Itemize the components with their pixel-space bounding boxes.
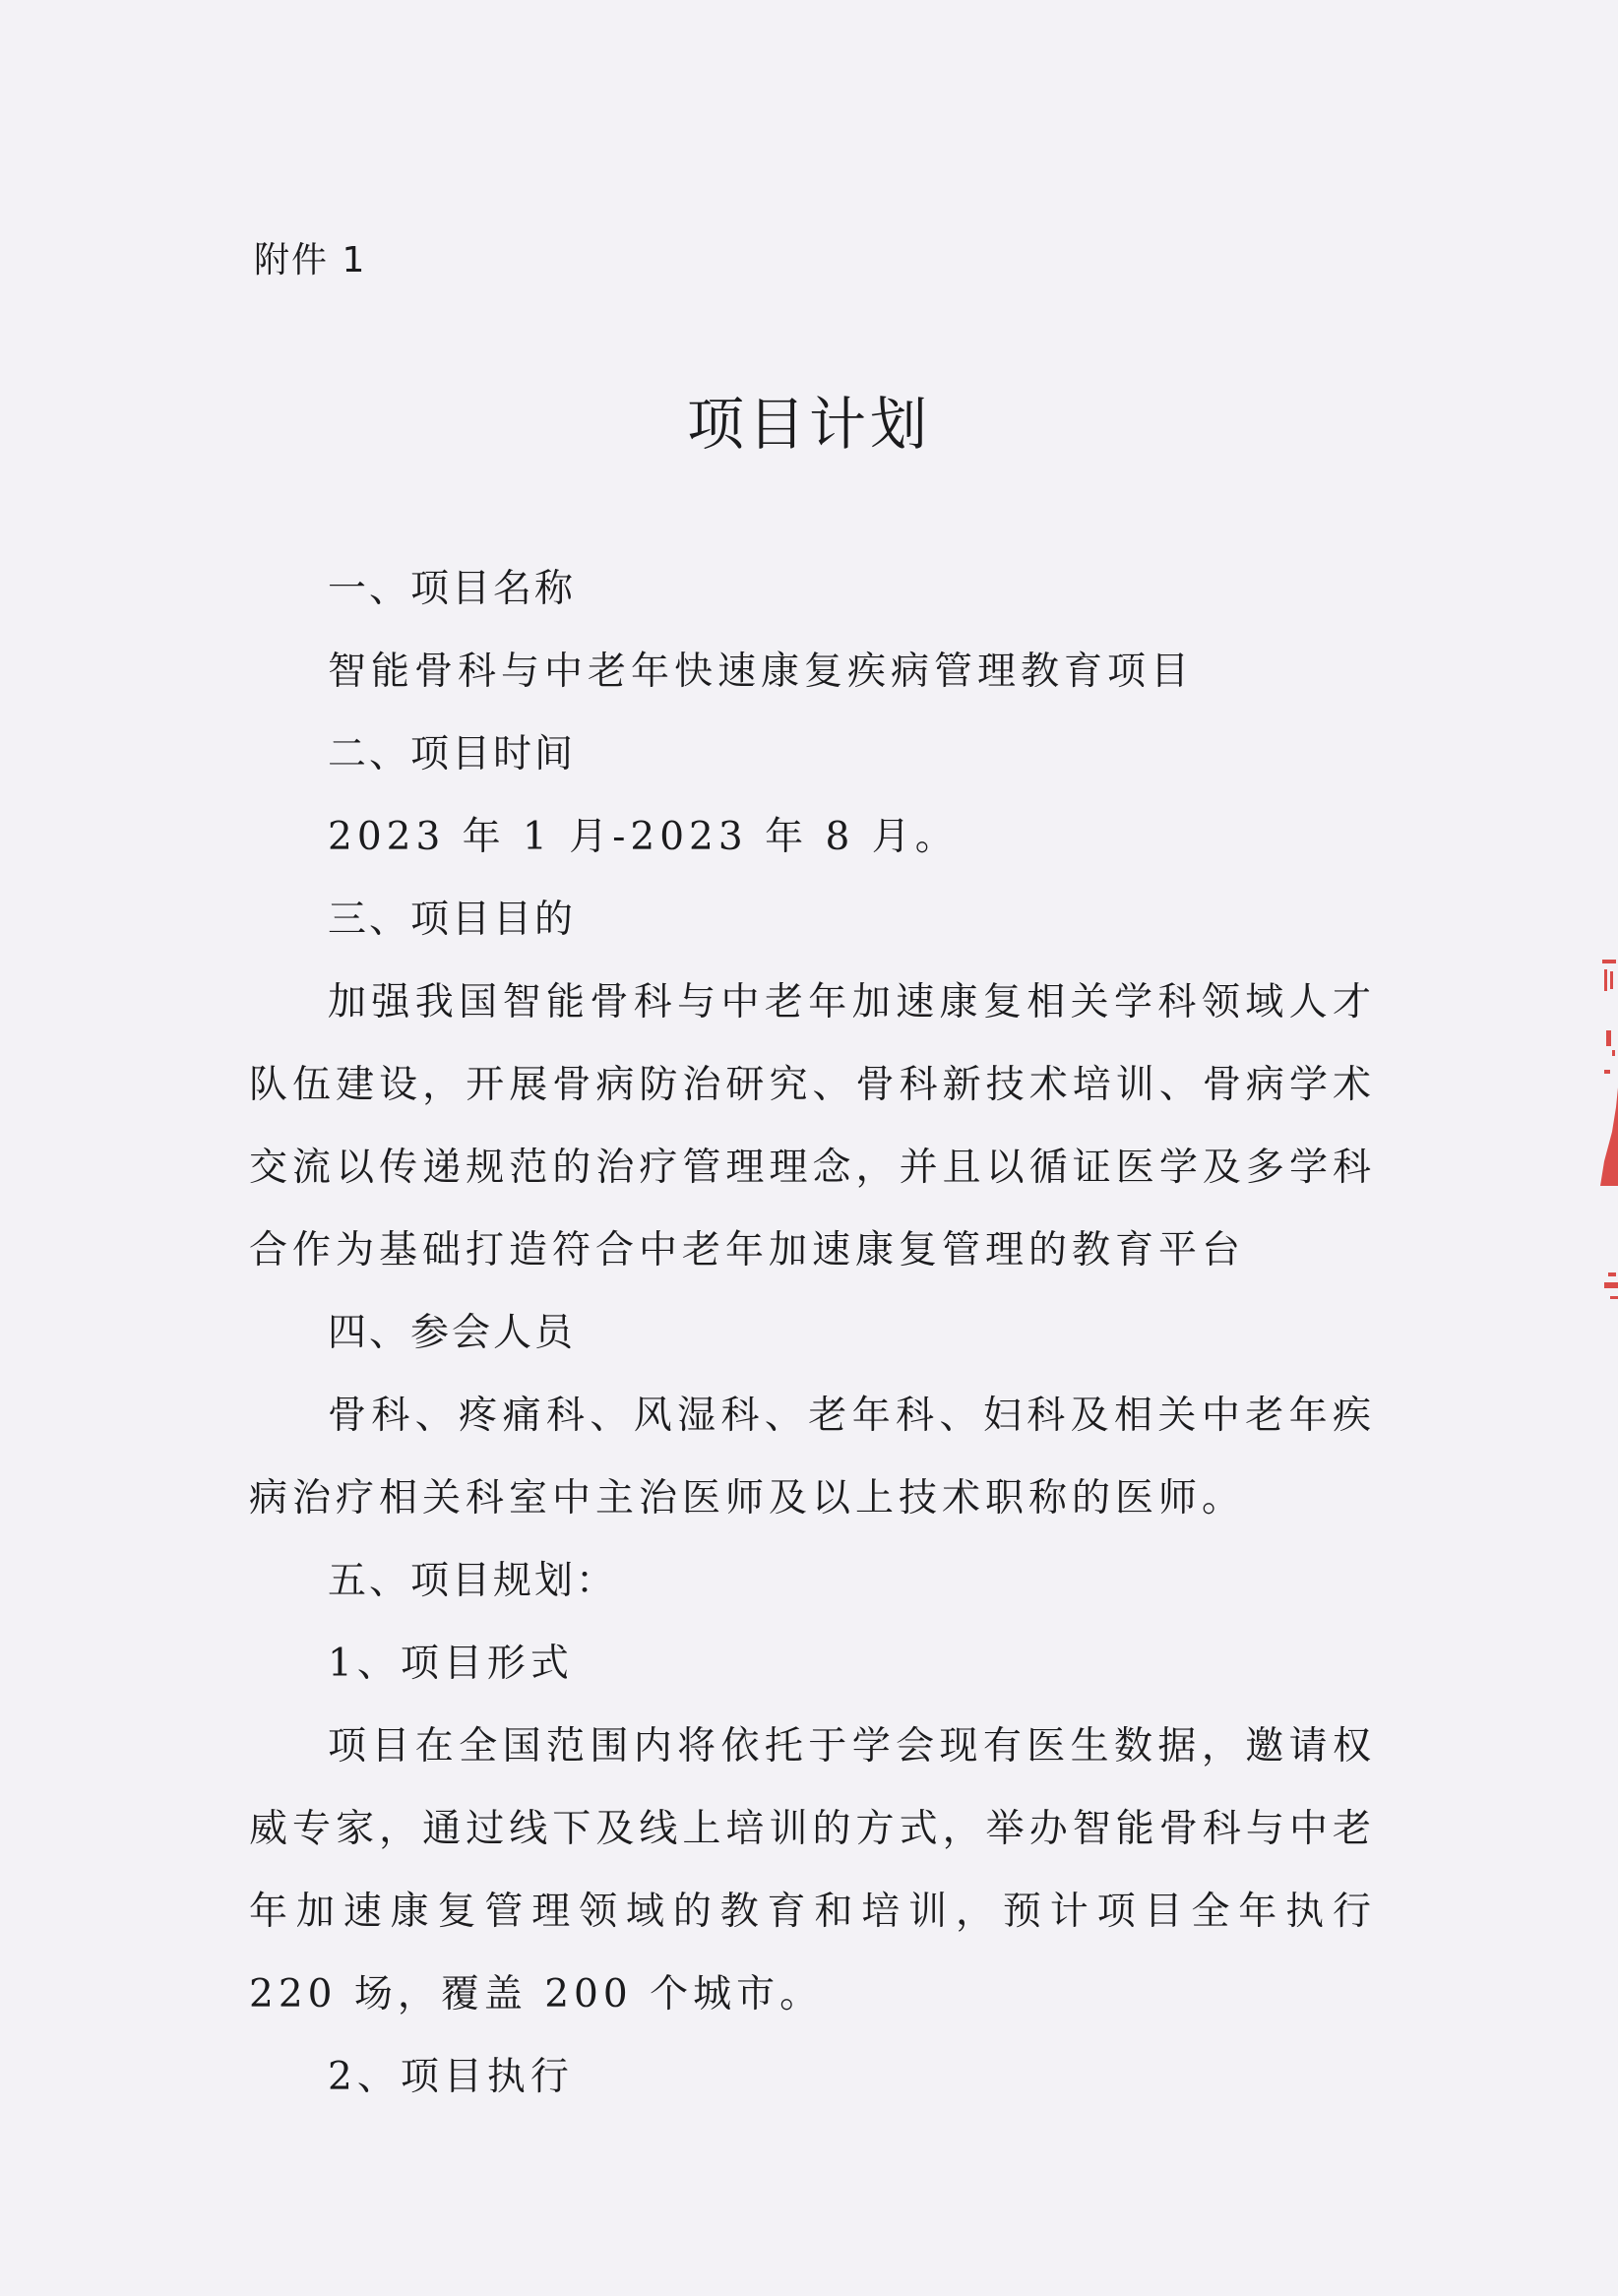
section-2	[249, 714, 1376, 879]
section-2-heading: 二、项目时间	[328, 732, 577, 776]
section-5-sub1-heading: 1、项目形式	[328, 1642, 574, 1686]
section-3	[249, 879, 1376, 1292]
section-1-text: 智能骨科与中老年快速康复疾病管理教育项目	[328, 650, 1195, 694]
seal-stamp-icon	[1598, 960, 1618, 1324]
section-5-sub2-heading: 2、项目执行	[328, 2055, 574, 2099]
section-4-heading: 四、参会人员	[328, 1311, 577, 1355]
annex-label: 附件 1	[254, 240, 367, 280]
document-title: 项目计划	[686, 391, 931, 458]
section-5-heading: 五、项目规划：	[328, 1559, 618, 1603]
section-5-sub1-text: 项目在全国范围内将依托于学会现有医生数据，邀请权威专家，通过线下及线上培训的方式，举办智能骨科与中老年加速康复管理领域的教育和培训，预计项目全年执行 220 场，覆盖 200 个城市。	[249, 1724, 1376, 2017]
section-3-heading: 三、项目目的	[328, 898, 577, 942]
section-4-text: 骨科、疼痛科、风湿科、老年科、妇科及相关中老年疾病治疗相关科室中主治医师及以上技术职称的医师。	[249, 1394, 1376, 1520]
section-1	[249, 548, 1376, 714]
section-3-text: 加强我国智能骨科与中老年加速康复相关学科领域人才队伍建设，开展骨病防治研究、骨科新技术培训、骨病学术交流以传递规范的治疗管理理念，并且以循证医学及多学科合作为基础打造符合中老年加速康复管理的教育平台	[249, 980, 1376, 1272]
section-1-heading: 一、项目名称	[328, 567, 577, 611]
section-5	[249, 1540, 1376, 2119]
section-4	[249, 1292, 1376, 1540]
section-2-text: 2023 年 1 月-2023 年 8 月。	[328, 815, 959, 859]
